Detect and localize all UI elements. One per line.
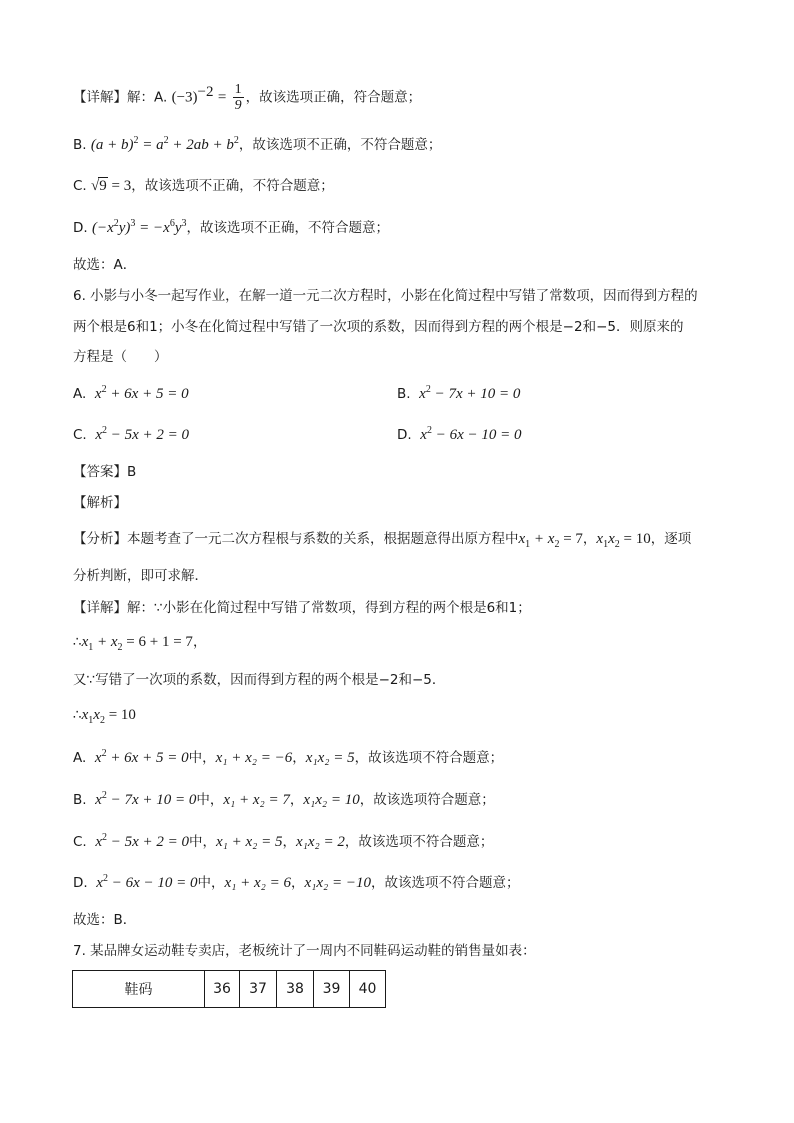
check-b-var: x — [95, 792, 102, 808]
sqrt-sign: √ — [91, 178, 100, 194]
detail-a-line — [73, 82, 421, 113]
option-c-equation — [95, 427, 189, 443]
check-b-exp: 2 — [101, 790, 107, 801]
cube-part2: y) — [118, 220, 131, 236]
fraction — [233, 82, 244, 113]
therefore-symbol: ∴ — [73, 634, 82, 650]
square-exp: 2 — [133, 135, 139, 146]
check-b-tail: ，故该选项符合题意； — [359, 792, 495, 808]
detail-d-conclusion: ，故该选项不正确，不符合题意； — [186, 220, 389, 236]
check-b-rest: − 7x + 10 = 0 — [106, 792, 197, 808]
check-c-rest: − 5x + 2 = 0 — [106, 834, 190, 850]
square-expression — [91, 137, 239, 153]
prod-x2: x — [608, 531, 615, 547]
check-c-line — [73, 832, 493, 852]
option-c-var: x — [95, 427, 102, 443]
option-b-var: x — [419, 386, 426, 402]
option-d-label: D. — [73, 220, 88, 236]
cube-exp1: 2 — [113, 218, 119, 229]
check-c-var: x — [95, 834, 102, 850]
table-row — [73, 971, 386, 1008]
check-a-comma: ， — [292, 750, 306, 766]
option-c — [73, 425, 189, 445]
check-d-prod: x₁x₂ = −10 — [304, 875, 371, 891]
detail-sum-sub1: 1 — [88, 642, 94, 653]
sum-expression — [518, 531, 583, 550]
table-header-cell: 鞋码 — [73, 971, 205, 1008]
detail-line-3: 又∵写错了一次项的系数，因而得到方程的两个根是−2和−5． — [73, 672, 446, 688]
option-d-equation — [420, 427, 521, 443]
table-cell: 38 — [277, 971, 314, 1008]
analysis-tail: ，逐项 — [650, 531, 692, 547]
cube-exp3: 6 — [169, 218, 175, 229]
equals-sign: = — [217, 89, 227, 106]
check-c-tail: ，故该选项不符合题意； — [344, 834, 494, 850]
check-d-zh: 中， — [197, 875, 225, 891]
option-a-equation — [95, 386, 189, 402]
check-d-tail: ，故该选项不符合题意； — [370, 875, 520, 891]
option-b-label: B. — [397, 386, 411, 402]
option-a-exp: 2 — [101, 384, 107, 395]
detail-product-line — [73, 705, 136, 725]
option-c-exp: 2 — [101, 425, 107, 436]
detail-tag: 【详解】 — [73, 89, 127, 106]
expansion-rest: + 2ab + b — [168, 137, 234, 153]
detail-d-line — [73, 218, 389, 238]
answer-line: 【答案】B — [73, 464, 137, 480]
expansion-a-exp: 2 — [163, 135, 169, 146]
option-c-label: C. — [73, 178, 87, 194]
shoe-size-table — [72, 970, 386, 1008]
option-a-var: x — [94, 386, 102, 402]
check-c-comma: ， — [282, 834, 297, 850]
check-a-zh: 中， — [188, 750, 216, 766]
question-6-line-1: 6. 小影与小冬一起写作业，在解一道一元二次方程时，小影在化简过程中写错了常数项，因而得到方程的 — [73, 288, 698, 304]
option-b-label: B. — [73, 137, 87, 153]
check-a-line — [73, 748, 503, 768]
sum-sub1: 1 — [525, 539, 531, 550]
option-d-exp: 2 — [426, 425, 432, 436]
cube-expression — [92, 220, 187, 236]
check-c-prod: x₁x₂ = 2 — [296, 834, 345, 850]
table-cell: 36 — [205, 971, 240, 1008]
analysis-text: 【分析】本题考查了一元二次方程根与系数的关系，根据题意得出原方程中 — [73, 531, 519, 547]
check-c-zh: 中， — [189, 834, 217, 850]
sum-x2: + x — [530, 531, 555, 547]
check-c-exp: 2 — [101, 832, 107, 843]
analysis-heading: 【解析】 — [73, 495, 127, 511]
check-a-tail: ，故该选项不符合题意； — [354, 750, 504, 766]
option-b-rest: − 7x + 10 = 0 — [430, 386, 521, 402]
option-b-exp: 2 — [425, 384, 431, 395]
check-b-eq — [95, 792, 196, 808]
table-cell: 39 — [314, 971, 350, 1008]
option-d-rest: − 6x − 10 = 0 — [431, 427, 522, 443]
power-exponent: −2 — [197, 84, 214, 100]
detail-prod-sub2: 2 — [99, 715, 105, 726]
radicand: 9 — [99, 178, 107, 194]
square-base: (a + b) — [90, 137, 134, 153]
check-a-eq — [95, 750, 189, 766]
check-d-comma: ， — [290, 875, 305, 891]
fraction-numerator: 1 — [234, 82, 242, 97]
expansion-a: = a — [138, 137, 164, 153]
check-a-prod: x₁x₂ = 5 — [305, 750, 355, 766]
option-a-rest: + 6x + 5 = 0 — [106, 386, 189, 402]
cube-part4: y — [174, 220, 182, 236]
detail-sum-value: = 6 + 1 = 7 — [122, 634, 193, 650]
check-d-var: x — [96, 875, 103, 891]
therefore-symbol-2: ∴ — [73, 707, 82, 723]
prod-sub2: 2 — [614, 539, 620, 550]
detail-a-conclusion: ，故该选项正确，符合题意； — [245, 89, 422, 106]
option-b-equation — [419, 386, 520, 402]
table-cell: 40 — [350, 971, 386, 1008]
table-cell: 37 — [240, 971, 277, 1008]
detail-sum-x1: x — [81, 634, 89, 650]
check-b-sum: x₁ + x₂ = 7 — [223, 792, 290, 808]
option-d-var: x — [420, 427, 427, 443]
check-d-rest: − 6x − 10 = 0 — [107, 875, 198, 891]
separator: ， — [582, 531, 597, 547]
check-b-prod: x₁x₂ = 10 — [303, 792, 360, 808]
question-7-line: 7. 某品牌女运动鞋专卖店，老板统计了一周内不同鞋码运动鞋的销售量如表： — [73, 943, 536, 959]
detail-sum-sub2: 2 — [117, 642, 123, 653]
cube-exp2: 3 — [130, 218, 136, 229]
option-d-label: D. — [397, 427, 412, 443]
detail-c-conclusion: ，故该选项不正确，不符合题意； — [131, 178, 334, 194]
cube-part1: (−x — [91, 220, 114, 236]
prod-x1: x — [596, 531, 604, 547]
check-a-var: x — [94, 750, 102, 766]
product-expression — [596, 531, 651, 550]
check-b-line — [73, 790, 495, 810]
analysis-line-2: 分析判断，即可求解． — [73, 568, 208, 584]
detail-prod-x2: x — [93, 707, 100, 723]
option-a-label: A. — [73, 386, 87, 402]
detail-product-expression — [81, 707, 136, 726]
check-a-label: A. — [73, 750, 87, 766]
prod-value: = 10 — [619, 531, 651, 547]
sqrt-result: = 3 — [107, 178, 132, 194]
question-6-line-3: 方程是（ ） — [73, 349, 168, 365]
detail-b-line — [73, 135, 441, 155]
detail-b-conclusion: ，故该选项不正确，不符合题意； — [238, 137, 442, 153]
option-d — [397, 425, 521, 445]
fraction-denominator: 9 — [234, 98, 242, 113]
check-a-exp: 2 — [101, 748, 107, 759]
check-b-zh: 中， — [196, 792, 224, 808]
check-d-line — [73, 873, 519, 893]
detail-c-line — [73, 176, 334, 196]
choice-a-line: 故选：A． — [73, 257, 137, 273]
detail-prod-sub1: 1 — [88, 715, 94, 726]
detail-sum-tail: ， — [192, 634, 207, 650]
detail-line-1: 【详解】解：∵小影在化简过程中写错了常数项，得到方程的两个根是6和1； — [73, 600, 531, 616]
check-b-label: B. — [73, 792, 87, 808]
check-d-sum: x₁ + x₂ = 6 — [224, 875, 291, 891]
power-base: (−3) — [171, 89, 198, 106]
detail-sum-x2: + x — [93, 634, 118, 650]
check-c-label: C. — [73, 834, 87, 850]
detail-sum-expression — [81, 634, 193, 653]
check-d-eq — [96, 875, 197, 891]
detail-prod-value: = 10 — [104, 707, 136, 723]
check-a-rest: + 6x + 5 = 0 — [106, 750, 189, 766]
check-d-exp: 2 — [102, 873, 108, 884]
cube-exp4: 3 — [181, 218, 187, 229]
option-c-rest: − 5x + 2 = 0 — [106, 427, 190, 443]
option-b — [397, 384, 520, 404]
prod-sub1: 1 — [603, 539, 609, 550]
check-b-comma: ， — [289, 792, 304, 808]
check-d-label: D. — [73, 875, 88, 891]
question-6-line-2: 两个根是6和1；小冬在化简过程中写错了一次项的系数，因而得到方程的两个根是−2和−5．则原来的 — [73, 319, 684, 335]
check-a-sum: x₁ + x₂ = −6 — [215, 750, 293, 766]
option-c-label: C. — [73, 427, 87, 443]
sum-sub2: 2 — [554, 539, 560, 550]
check-c-sum: x₁ + x₂ = 5 — [216, 834, 283, 850]
sum-x1: x — [518, 531, 526, 547]
expansion-b-exp: 2 — [233, 135, 239, 146]
analysis-line-1 — [73, 529, 691, 549]
option-a — [73, 384, 189, 404]
sqrt-expression — [91, 178, 131, 194]
check-c-eq — [95, 834, 189, 850]
choice-b-line: 故选：B． — [73, 912, 137, 928]
detail-sum-line — [73, 632, 206, 652]
sum-value: = 7 — [559, 531, 583, 547]
detail-prod-x1: x — [81, 707, 89, 723]
cube-part3: = −x — [135, 220, 170, 236]
option-a-text: 解：A. — [127, 89, 168, 106]
